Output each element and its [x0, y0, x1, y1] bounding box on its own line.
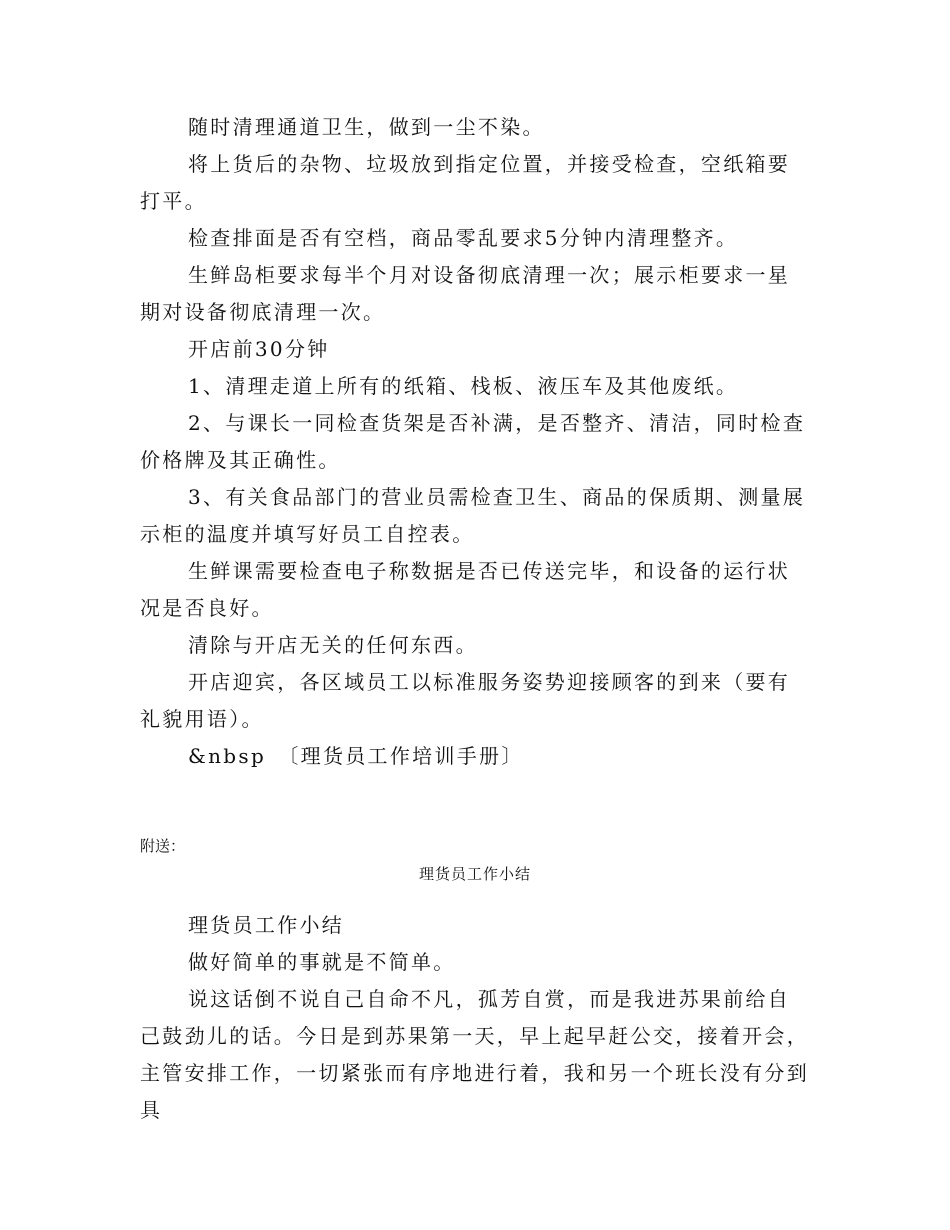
paragraph-aisle-cleaning: 随时清理通道卫生，做到一尘不染。 — [188, 115, 545, 139]
appendix-label: 附送： — [140, 837, 186, 855]
paragraph-source-reference: &nbsp 〔理货员工作培训手册〕 — [188, 744, 524, 768]
paragraph-clear-unrelated: 清除与开店无关的任何东西。 — [188, 633, 478, 657]
appendix-title: 理货员工作小结 — [418, 865, 531, 883]
paragraph-welcome-customers: 开店迎宾，各区域员工以标准服务姿势迎接顾客的到来（要有礼貌用语）。 — [140, 670, 791, 731]
paragraph-item-1: 1、清理走道上所有的纸箱、栈板、液压车及其他废纸。 — [188, 374, 739, 398]
paragraph-item-3: 3、有关食品部门的营业员需检查卫生、商品的保质期、测量展示柜的温度并填写好员工自控表。 — [140, 485, 806, 546]
paragraph-30-min-before-open: 开店前30分钟 — [188, 337, 330, 361]
paragraph-fresh-cabinet-cleaning: 生鲜岛柜要求每半个月对设备彻底清理一次；展示柜要求一星期对设备彻底清理一次。 — [140, 263, 791, 324]
paragraph-summary-heading: 理货员工作小结 — [188, 913, 345, 937]
paragraph-item-2: 2、与课长一同检查货架是否补满，是否整齐、清洁，同时检查价格牌及其正确性。 — [140, 411, 806, 472]
paragraph-debris-disposal: 将上货后的杂物、垃圾放到指定位置，并接受检查，空纸箱要打平。 — [140, 152, 791, 213]
paragraph-summary-motto: 做好简单的事就是不简单。 — [188, 950, 456, 974]
paragraph-fresh-dept-check: 生鲜课需要检查电子称数据是否已传送完毕，和设备的运行状况是否良好。 — [140, 559, 791, 620]
paragraph-summary-body: 说这话倒不说自己自命不凡，孤芳自赏，而是我进苏果前给自己鼓劲儿的话。今日是到苏果第一天，早上起早赶公交，接着开会，主管安排工作，一切紧张而有序地进行着，我和另一个班长没有分到具 — [140, 987, 809, 1122]
paragraph-shelf-check: 检查排面是否有空档，商品零乱要求5分钟内清理整齐。 — [188, 226, 739, 250]
